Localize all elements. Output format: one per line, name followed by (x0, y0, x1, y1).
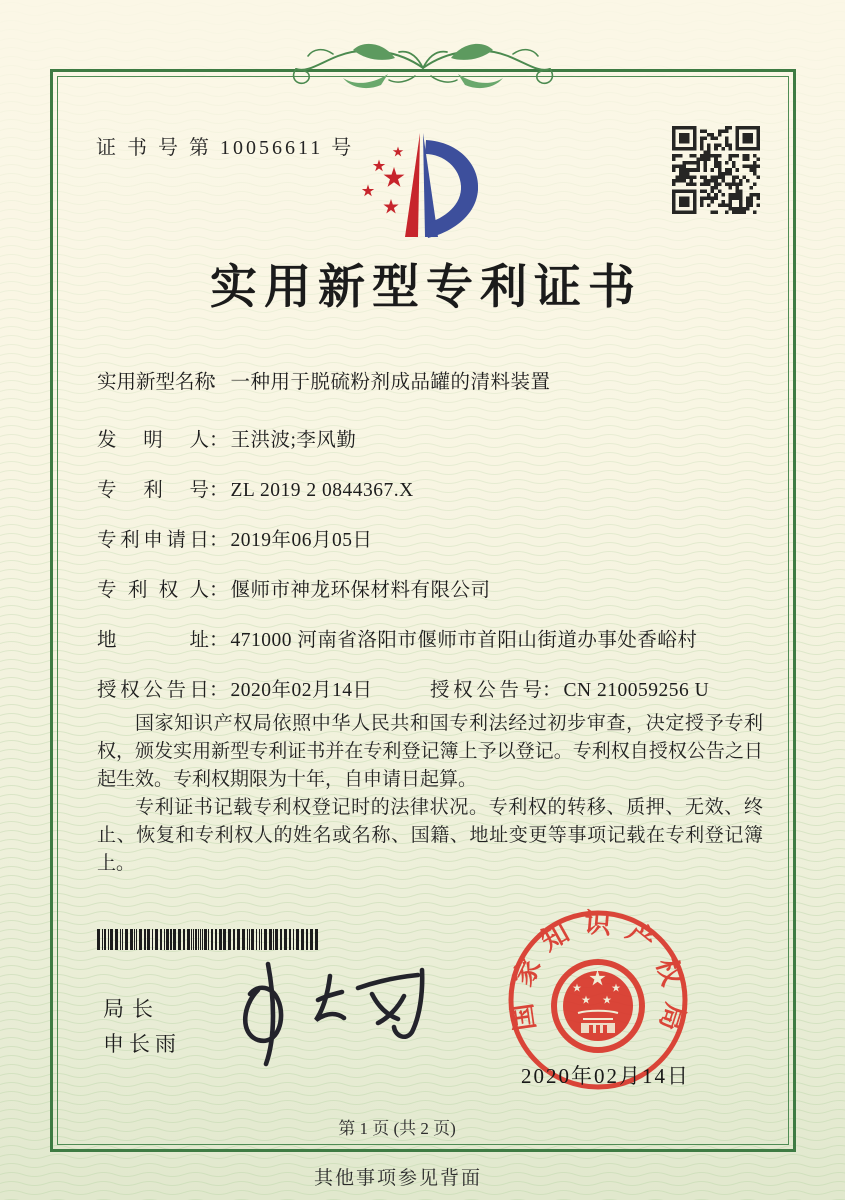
field-pair-secondary: 授权公告号： CN 210059256 U (430, 674, 709, 702)
field-value: 一种用于脱硫粉剂成品罐的清料装置 (230, 372, 551, 393)
seal-date: 2020年02月14日 (521, 1064, 690, 1088)
field-value: 王洪波;李风勤 (230, 430, 357, 451)
seal-org-text: 国家知识产权局 (505, 907, 691, 1047)
field-list (97, 366, 767, 724)
certificate-number: 证 书 号 第 10056611 号 (96, 137, 355, 159)
barcode (97, 929, 321, 950)
back-side-note: 其他事项参见背面 (313, 1168, 482, 1189)
field-value: 偃师市神龙环保材料有限公司 (230, 580, 491, 601)
field-label: 专利申请日 (97, 530, 209, 551)
page-number: 第 1 页 (共 2 页) (338, 1119, 456, 1138)
field-value: ZL 2019 2 0844367.X (230, 480, 414, 501)
field-label: 专利号 (97, 480, 209, 501)
legal-paragraph: 国家知识产权局依照中华人民共和国专利法经过初步审查，决定授予专利权，颁发实用新型专利证书并在专利登记簿上予以登记。专利权自授权公告之日起生效。专利权期限为十年，自申请日起算。 (97, 713, 763, 790)
border-flourish-icon (288, 38, 558, 94)
field-value: CN 210059256 U (563, 680, 710, 701)
qr-code (672, 126, 760, 214)
field-label: 发明人 (97, 430, 209, 451)
cnipa-logo-icon (338, 130, 493, 242)
field-row: 地址： 471000 河南省洛阳市偃师市首阳山街道办事处香峪村 (97, 624, 767, 648)
field-label: 地址 (97, 630, 209, 651)
field-row: 授权公告日： 2020年02月14日 授权公告号： CN 210059256 U (97, 674, 767, 698)
signer-name: 申长雨 (103, 1032, 181, 1056)
field-label: 专利权人 (97, 580, 209, 601)
field-row: 专利申请日： 2019年06月05日 (97, 524, 767, 548)
signature-handwriting (232, 958, 447, 1070)
national-emblem-icon (554, 962, 642, 1050)
field-label: 授权公告日 (97, 680, 209, 701)
field-value: 471000 河南省洛阳市偃师市首阳山街道办事处香峪村 (230, 630, 698, 651)
field-row: 实用新型名称： 一种用于脱硫粉剂成品罐的清料装置 (97, 366, 767, 390)
field-value: 2019年06月05日 (230, 530, 373, 551)
legal-paragraph: 专利证书记载专利权登记时的法律状况。专利权的转移、质押、无效、终止、恢复和专利权人的姓名或名称、国籍、地址变更等事项记载在专利登记簿上。 (97, 797, 763, 874)
field-row: 专利权人： 偃师市神龙环保材料有限公司 (97, 574, 767, 598)
field-label: 实用新型名称 (97, 372, 215, 393)
page-title: 实用新型专利证书 (210, 262, 642, 314)
signer-title: 局长 (103, 997, 161, 1021)
field-value: 2020年02月14日 (230, 680, 373, 701)
field-row: 专利号： ZL 2019 2 0844367.X (97, 474, 767, 498)
legal-text (97, 710, 763, 878)
field-label: 授权公告号 (430, 680, 542, 701)
field-row: 发明人： 王洪波;李风勤 (97, 424, 767, 448)
